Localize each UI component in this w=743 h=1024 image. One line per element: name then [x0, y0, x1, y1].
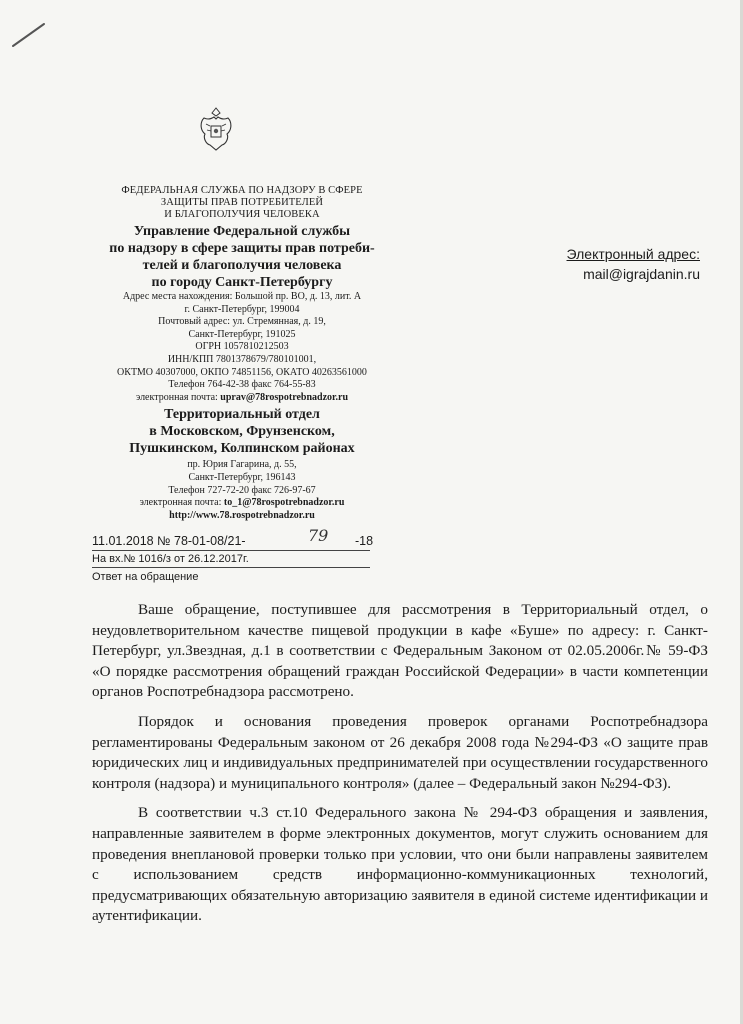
territorial-line: в Московском, Фрунзенском, — [149, 424, 335, 440]
service-line: ФЕДЕРАЛЬНАЯ СЛУЖБА ПО НАДЗОРУ В СФЕРЕ — [121, 185, 363, 196]
territorial-email-label: электронная почта: — [139, 497, 224, 509]
territorial-email-line — [92, 497, 392, 510]
recipient-label: Электронный адрес: — [566, 246, 700, 262]
recipient-email[interactable]: mail@igrajdanin.ru — [583, 266, 700, 282]
territorial-line: Территориальный отдел — [164, 407, 320, 423]
territorial-line: Пушкинском, Колпинском районах — [129, 441, 355, 457]
email-line — [92, 392, 392, 405]
website-line — [92, 510, 392, 523]
body-paragraph: В соответствии ч.3 ст.10 Федерального закона № 294-ФЗ обращения и заявления, направленные заявителем в форме электронных документов, могут служить основанием для проведения внеплановой проверки только при условии, что они были направлены заявителем с использованием средств информационно-коммуникационных технологий, предусматривающих обязательную авторизацию заявителя в единой системе идентификации и аутентификации. — [92, 804, 709, 925]
coat-of-arms-emblem — [196, 104, 236, 154]
reference-rule — [92, 550, 370, 551]
address-line: Телефон 764-42-38 факс 764-55-83 — [168, 379, 316, 391]
email-link[interactable]: uprav@78rospotrebnadzor.ru — [220, 391, 349, 403]
subject-line: Ответ на обращение — [92, 571, 199, 583]
letter-body — [92, 600, 708, 936]
outgoing-reference — [92, 526, 392, 549]
territorial-email-link[interactable]: to_1@78rospotrebnadzor.ru — [223, 497, 345, 509]
body-paragraph: Порядок и основания проведения проверок органами Роспотребнадзора регламентированы Федеральным законом от 26 декабря 2008 года №294-ФЗ «О защите прав юридических лиц и индивидуальных предпринимателей при осуществлении государственного контроля (надзора) и муниципального контроля» (далее – Федеральный закон №294-ФЗ). — [92, 712, 708, 792]
department-line: телей и благополучия человека — [142, 258, 342, 273]
department-line: по надзору в сфере защиты прав потреби- — [109, 241, 375, 256]
reference-block — [92, 526, 392, 584]
handwritten-number: 79 — [308, 526, 329, 545]
email-label: электронная почта: — [135, 391, 221, 403]
service-line: И БЛАГОПОЛУЧИЯ ЧЕЛОВЕКА — [164, 209, 320, 220]
recipient-block — [540, 244, 700, 284]
website-link[interactable]: http://www.78.rospotrebnadzor.ru — [169, 509, 315, 521]
territorial-address-line: Санкт-Петербург, 196143 — [188, 471, 296, 483]
address-line: ОКТМО 40307000, ОКПО 74851156, ОКАТО 40263561000 — [117, 366, 367, 378]
reference-rule — [92, 567, 370, 568]
address-line: ИНН/КПП 7801378679/780101001, — [167, 353, 317, 365]
date-number: 11.01.2018 № 78-01-08/21- — [92, 534, 246, 548]
department-line: Управление Федеральной службы — [133, 224, 351, 239]
address-line: ОГРН 1057810212503 — [195, 341, 289, 353]
territorial-address-line: Телефон 727-72-20 факс 726-97-67 — [168, 484, 316, 496]
territorial-address-line: пр. Юрия Гагарина, д. 55, — [187, 459, 297, 471]
service-line: ЗАЩИТЫ ПРАВ ПОТРЕБИТЕЛЕЙ — [160, 197, 324, 208]
sender-header — [92, 185, 392, 522]
incoming-reference: На вх.№ 1016/з от 26.12.2017г. — [92, 553, 249, 565]
address-line: Адрес места нахождения: Большой пр. ВО, д. 13, лит. А — [122, 291, 362, 302]
address-line: Почтовый адрес: ул. Стремянная, д. 19, — [158, 316, 326, 328]
reference-suffix: -18 — [355, 534, 374, 548]
body-paragraph: Ваше обращение, поступившее для рассмотрения в Территориальный отдел, о неудовлетворительном качестве пищевой продукции в кафе «Буше» по адресу: г. Санкт-Петербург, ул.Звездная, д.1 в соответствии с Федеральным Законом от 02.05.2006г.№ 59-ФЗ «О порядке рассмотрения обращений граждан Российской Федерации» в части компетенции органов Роспотребнадзора рассмотрено. — [92, 601, 708, 701]
department-line: по городу Санкт-Петербургу — [151, 275, 333, 290]
address-line: г. Санкт-Петербург, 199004 — [184, 303, 300, 315]
address-line: Санкт-Петербург, 191025 — [188, 328, 296, 340]
pen-mark — [10, 20, 50, 50]
